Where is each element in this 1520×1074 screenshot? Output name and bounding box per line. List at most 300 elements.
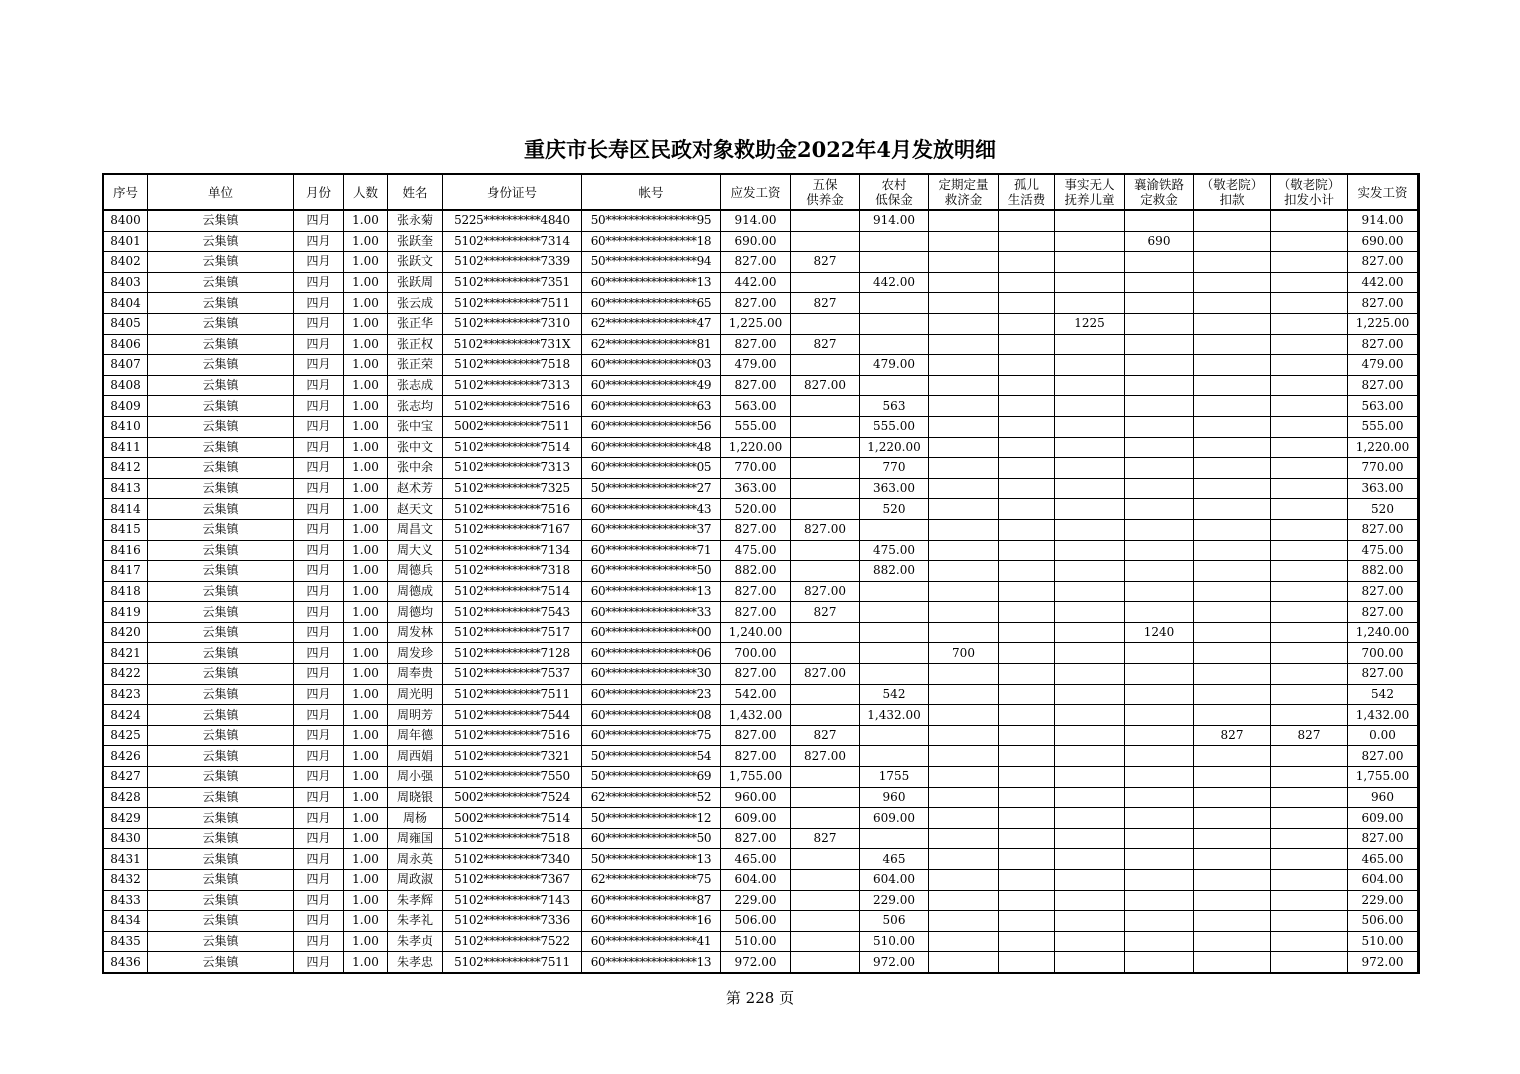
table-cell: 张云成 <box>388 293 443 314</box>
table-cell <box>1125 664 1194 685</box>
table-cell <box>1271 355 1348 376</box>
table-cell: 云集镇 <box>148 705 294 726</box>
table-cell: 827 <box>791 725 860 746</box>
table-cell: 张跃周 <box>388 272 443 293</box>
table-cell: 1.00 <box>344 870 388 891</box>
table-cell: 赵天文 <box>388 499 443 520</box>
table-cell: 1.00 <box>344 458 388 479</box>
table-cell: 四月 <box>294 458 344 479</box>
table-cell <box>791 911 860 932</box>
table-cell: 1.00 <box>344 293 388 314</box>
table-cell <box>1271 519 1348 540</box>
table-cell <box>929 828 999 849</box>
table-cell <box>929 499 999 520</box>
table-row <box>104 334 1418 355</box>
table-cell <box>1271 334 1348 355</box>
table-cell <box>791 643 860 664</box>
table-cell: 8436 <box>104 952 148 973</box>
table-cell <box>929 725 999 746</box>
table-cell: 1.00 <box>344 355 388 376</box>
table-cell: 四月 <box>294 684 344 705</box>
table-cell: 云集镇 <box>148 355 294 376</box>
table-cell: 1240 <box>1125 622 1194 643</box>
table-cell: 四月 <box>294 334 344 355</box>
table-cell: 1.00 <box>344 787 388 808</box>
table-cell <box>999 808 1055 829</box>
table-cell <box>860 622 929 643</box>
table-cell <box>1271 272 1348 293</box>
table-cell: 四月 <box>294 705 344 726</box>
table-cell: 770.00 <box>721 458 791 479</box>
table-cell <box>1194 828 1271 849</box>
table-row <box>104 890 1418 911</box>
table-cell <box>1055 684 1125 705</box>
table-cell: 四月 <box>294 540 344 561</box>
table-cell: 四月 <box>294 622 344 643</box>
table-cell: 5002**********7524 <box>443 787 582 808</box>
table-cell <box>791 890 860 911</box>
table-cell: 云集镇 <box>148 602 294 623</box>
table-cell <box>1055 705 1125 726</box>
table-cell <box>1194 849 1271 870</box>
table-cell: 周发珍 <box>388 643 443 664</box>
table-cell: 赵术芳 <box>388 478 443 499</box>
table-cell <box>1055 931 1125 952</box>
table-cell: 云集镇 <box>148 746 294 767</box>
table-body <box>104 210 1418 972</box>
column-header: 事实无人 抚养儿童 <box>1055 175 1125 211</box>
table-cell: 8400 <box>104 210 148 231</box>
table-cell <box>1055 870 1125 891</box>
table-cell <box>1271 870 1348 891</box>
table-cell <box>1271 210 1348 231</box>
table-cell: 1.00 <box>344 643 388 664</box>
table-cell <box>1271 416 1348 437</box>
table-cell: 1.00 <box>344 890 388 911</box>
table-cell: 5102**********731X <box>443 334 582 355</box>
table-cell: 827.00 <box>1348 581 1418 602</box>
table-cell <box>791 849 860 870</box>
table-cell: 8431 <box>104 849 148 870</box>
table-cell: 四月 <box>294 519 344 540</box>
table-cell: 四月 <box>294 643 344 664</box>
table-cell <box>999 911 1055 932</box>
table-cell: 914.00 <box>1348 210 1418 231</box>
table-cell <box>1271 746 1348 767</box>
table-cell: 563 <box>860 396 929 417</box>
table-cell: 张志均 <box>388 396 443 417</box>
table-cell: 60****************08 <box>582 705 721 726</box>
table-cell: 周大义 <box>388 540 443 561</box>
table-cell: 8428 <box>104 787 148 808</box>
table-cell: 5102**********7318 <box>443 561 582 582</box>
table-cell: 周明芳 <box>388 705 443 726</box>
table-cell: 周杨 <box>388 808 443 829</box>
table-cell: 周政淑 <box>388 870 443 891</box>
table-cell <box>791 272 860 293</box>
table-cell: 张中余 <box>388 458 443 479</box>
table-cell <box>999 252 1055 273</box>
table-cell <box>1125 272 1194 293</box>
table-cell: 5102**********7522 <box>443 931 582 952</box>
table-row <box>104 355 1418 376</box>
table-cell: 8434 <box>104 911 148 932</box>
table-cell: 8424 <box>104 705 148 726</box>
table-cell: 云集镇 <box>148 416 294 437</box>
table-cell: 5102**********7516 <box>443 725 582 746</box>
table-cell: 周西娟 <box>388 746 443 767</box>
table-cell: 1,432.00 <box>721 705 791 726</box>
table-row <box>104 684 1418 705</box>
table-cell <box>929 231 999 252</box>
table-cell: 8407 <box>104 355 148 376</box>
column-header: 实发工资 <box>1348 175 1418 211</box>
table-cell <box>999 437 1055 458</box>
table-cell <box>1194 540 1271 561</box>
table-cell: 1.00 <box>344 808 388 829</box>
table-cell <box>1125 581 1194 602</box>
table-cell <box>1271 313 1348 334</box>
table-cell: 827.00 <box>721 252 791 273</box>
table-cell: 479.00 <box>1348 355 1418 376</box>
table-cell: 60****************50 <box>582 561 721 582</box>
table-cell: 1.00 <box>344 252 388 273</box>
table-header-row <box>104 175 1418 211</box>
table-cell <box>1125 416 1194 437</box>
table-cell: 827.00 <box>721 581 791 602</box>
table-cell <box>999 870 1055 891</box>
table-cell: 604.00 <box>1348 870 1418 891</box>
table-cell <box>1125 828 1194 849</box>
table-cell <box>929 210 999 231</box>
table-cell: 云集镇 <box>148 828 294 849</box>
table-cell: 云集镇 <box>148 396 294 417</box>
table-cell <box>1125 478 1194 499</box>
table-cell <box>999 231 1055 252</box>
table-cell <box>929 313 999 334</box>
table-cell: 四月 <box>294 499 344 520</box>
table-cell: 520.00 <box>721 499 791 520</box>
column-header: 帐号 <box>582 175 721 211</box>
table-cell: 周昌文 <box>388 519 443 540</box>
table-cell <box>999 767 1055 788</box>
table-cell <box>999 643 1055 664</box>
column-header: 月份 <box>294 175 344 211</box>
table-cell: 5102**********7511 <box>443 293 582 314</box>
table-cell <box>791 478 860 499</box>
table-cell <box>929 684 999 705</box>
table-cell <box>1194 767 1271 788</box>
table-cell <box>1125 931 1194 952</box>
table-cell <box>929 849 999 870</box>
table-cell <box>1194 416 1271 437</box>
table-cell <box>929 396 999 417</box>
table-cell: 50****************13 <box>582 849 721 870</box>
table-cell: 1.00 <box>344 705 388 726</box>
table-row <box>104 581 1418 602</box>
table-cell: 60****************71 <box>582 540 721 561</box>
table-cell: 882.00 <box>860 561 929 582</box>
table-cell: 60****************00 <box>582 622 721 643</box>
table-cell: 周晓银 <box>388 787 443 808</box>
table-cell: 云集镇 <box>148 499 294 520</box>
table-cell <box>860 334 929 355</box>
table-cell: 5102**********7514 <box>443 437 582 458</box>
table-cell <box>1271 375 1348 396</box>
table-cell: 8411 <box>104 437 148 458</box>
column-header: 姓名 <box>388 175 443 211</box>
table-cell: 1.00 <box>344 767 388 788</box>
table-cell: 朱孝礼 <box>388 911 443 932</box>
table-cell <box>999 725 1055 746</box>
table-cell <box>860 231 929 252</box>
table-cell: 5102**********7310 <box>443 313 582 334</box>
page-number: 第 228 页 <box>725 989 795 1007</box>
table-cell: 465.00 <box>1348 849 1418 870</box>
table-cell: 8426 <box>104 746 148 767</box>
table-cell: 8409 <box>104 396 148 417</box>
table-cell: 1,755.00 <box>1348 767 1418 788</box>
table-cell: 张志成 <box>388 375 443 396</box>
table-cell: 四月 <box>294 664 344 685</box>
table-cell <box>1271 787 1348 808</box>
table-cell: 四月 <box>294 478 344 499</box>
table-cell: 50****************12 <box>582 808 721 829</box>
table-cell <box>791 808 860 829</box>
table-cell <box>999 499 1055 520</box>
table-cell: 827.00 <box>1348 746 1418 767</box>
table-cell <box>791 416 860 437</box>
table-cell: 60****************63 <box>582 396 721 417</box>
table-cell <box>929 478 999 499</box>
table-cell: 8410 <box>104 416 148 437</box>
table-cell: 1.00 <box>344 478 388 499</box>
table-cell: 四月 <box>294 828 344 849</box>
table-cell <box>1055 416 1125 437</box>
table-cell: 张中文 <box>388 437 443 458</box>
table-cell: 四月 <box>294 725 344 746</box>
table-cell <box>999 828 1055 849</box>
table-cell <box>1125 725 1194 746</box>
table-cell: 700.00 <box>1348 643 1418 664</box>
table-cell: 8435 <box>104 931 148 952</box>
table-row <box>104 622 1418 643</box>
table-cell: 8414 <box>104 499 148 520</box>
table-cell <box>860 602 929 623</box>
table-cell: 1.00 <box>344 210 388 231</box>
table-cell: 827.00 <box>721 602 791 623</box>
table-cell: 8413 <box>104 478 148 499</box>
table-cell: 1,220.00 <box>860 437 929 458</box>
table-row <box>104 911 1418 932</box>
table-row <box>104 787 1418 808</box>
table-cell <box>999 787 1055 808</box>
table-cell: 四月 <box>294 355 344 376</box>
table-row <box>104 664 1418 685</box>
table-cell: 827.00 <box>721 293 791 314</box>
table-cell: 609.00 <box>1348 808 1418 829</box>
table-cell <box>999 478 1055 499</box>
table-cell <box>999 396 1055 417</box>
table-cell: 62****************52 <box>582 787 721 808</box>
table-cell <box>929 931 999 952</box>
table-cell <box>1055 828 1125 849</box>
table-cell: 5102**********7367 <box>443 870 582 891</box>
table-cell <box>1271 293 1348 314</box>
column-header: （敬老院） 扣款 <box>1194 175 1271 211</box>
table-cell <box>1125 355 1194 376</box>
table-cell <box>860 293 929 314</box>
table-cell: 朱孝贞 <box>388 931 443 952</box>
table-cell: 465 <box>860 849 929 870</box>
table-cell: 442.00 <box>860 272 929 293</box>
table-cell <box>999 293 1055 314</box>
table-cell <box>929 767 999 788</box>
table-cell: 云集镇 <box>148 437 294 458</box>
column-header: 五保 供养金 <box>791 175 860 211</box>
table-cell <box>999 890 1055 911</box>
table-cell: 四月 <box>294 602 344 623</box>
table-cell <box>860 746 929 767</box>
table-cell <box>1055 478 1125 499</box>
table-cell <box>1125 375 1194 396</box>
table-cell: 555.00 <box>1348 416 1418 437</box>
table-cell: 1,220.00 <box>721 437 791 458</box>
table-cell: 1755 <box>860 767 929 788</box>
table-cell <box>1271 561 1348 582</box>
table-cell <box>1055 890 1125 911</box>
table-cell <box>1194 437 1271 458</box>
table-cell: 5102**********7351 <box>443 272 582 293</box>
table-cell <box>1194 396 1271 417</box>
table-cell <box>791 952 860 973</box>
table-cell: 张正华 <box>388 313 443 334</box>
table-cell <box>791 561 860 582</box>
table-cell: 510.00 <box>721 931 791 952</box>
table-cell <box>1194 622 1271 643</box>
column-header: 人数 <box>344 175 388 211</box>
table-cell <box>1271 499 1348 520</box>
table-row <box>104 643 1418 664</box>
table-cell <box>1125 437 1194 458</box>
table-cell: 朱孝辉 <box>388 890 443 911</box>
table-cell: 1.00 <box>344 313 388 334</box>
table-cell <box>1125 684 1194 705</box>
table-cell: 475.00 <box>1348 540 1418 561</box>
table-row <box>104 458 1418 479</box>
table-cell <box>1271 890 1348 911</box>
table-cell <box>1125 252 1194 273</box>
table-cell <box>1125 561 1194 582</box>
table-cell: 62****************47 <box>582 313 721 334</box>
table-cell <box>1055 561 1125 582</box>
table-cell: 四月 <box>294 293 344 314</box>
table-cell <box>1271 602 1348 623</box>
table-cell <box>1055 849 1125 870</box>
table-cell <box>1055 767 1125 788</box>
table-cell: 四月 <box>294 849 344 870</box>
table-cell <box>1271 396 1348 417</box>
table-cell: 云集镇 <box>148 458 294 479</box>
table-cell <box>929 602 999 623</box>
table-cell <box>1055 458 1125 479</box>
table-cell <box>1194 931 1271 952</box>
table-cell <box>1125 396 1194 417</box>
table-cell <box>791 499 860 520</box>
table-cell: 5002**********7514 <box>443 808 582 829</box>
table-cell: 229.00 <box>721 890 791 911</box>
table-cell: 8416 <box>104 540 148 561</box>
table-cell: 1.00 <box>344 437 388 458</box>
table-cell: 520 <box>860 499 929 520</box>
table-cell: 827.00 <box>791 519 860 540</box>
table-row <box>104 952 1418 973</box>
table-cell: 506.00 <box>1348 911 1418 932</box>
table-cell <box>1194 272 1271 293</box>
table-cell: 四月 <box>294 561 344 582</box>
table-row <box>104 478 1418 499</box>
table-cell <box>1194 355 1271 376</box>
table-cell <box>1125 870 1194 891</box>
table-cell: 云集镇 <box>148 313 294 334</box>
table-cell <box>929 952 999 973</box>
table-cell <box>791 396 860 417</box>
column-header: 襄渝铁路 定救金 <box>1125 175 1194 211</box>
table-cell <box>1125 499 1194 520</box>
table-cell: 1,432.00 <box>860 705 929 726</box>
table-cell <box>791 705 860 726</box>
table-cell <box>1125 849 1194 870</box>
table-cell: 60****************65 <box>582 293 721 314</box>
table-cell <box>1194 499 1271 520</box>
table-cell: 云集镇 <box>148 272 294 293</box>
table-cell: 50****************94 <box>582 252 721 273</box>
table-cell: 827.00 <box>1348 602 1418 623</box>
table-cell <box>860 643 929 664</box>
table-cell <box>999 705 1055 726</box>
table-cell: 1.00 <box>344 746 388 767</box>
table-cell <box>1194 458 1271 479</box>
table-cell <box>860 664 929 685</box>
table-cell: 1.00 <box>344 684 388 705</box>
table-cell: 50****************95 <box>582 210 721 231</box>
table-cell <box>999 602 1055 623</box>
table-cell: 云集镇 <box>148 664 294 685</box>
table-cell: 972.00 <box>860 952 929 973</box>
table-cell: 四月 <box>294 890 344 911</box>
table-cell: 四月 <box>294 396 344 417</box>
table-cell: 60****************16 <box>582 911 721 932</box>
column-header: 孤儿 生活费 <box>999 175 1055 211</box>
table-cell <box>999 519 1055 540</box>
table-cell: 60****************03 <box>582 355 721 376</box>
table-cell: 四月 <box>294 581 344 602</box>
table-cell <box>1194 870 1271 891</box>
table-row <box>104 416 1418 437</box>
table-cell <box>1194 643 1271 664</box>
table-cell <box>1194 581 1271 602</box>
table-cell: 479.00 <box>860 355 929 376</box>
table-cell: 5102**********7128 <box>443 643 582 664</box>
column-header: 单位 <box>148 175 294 211</box>
table-row <box>104 828 1418 849</box>
table-cell: 442.00 <box>721 272 791 293</box>
table-cell <box>1194 952 1271 973</box>
table-cell: 510.00 <box>1348 931 1418 952</box>
table-cell: 827 <box>791 293 860 314</box>
table-cell <box>929 272 999 293</box>
table-cell <box>1194 231 1271 252</box>
